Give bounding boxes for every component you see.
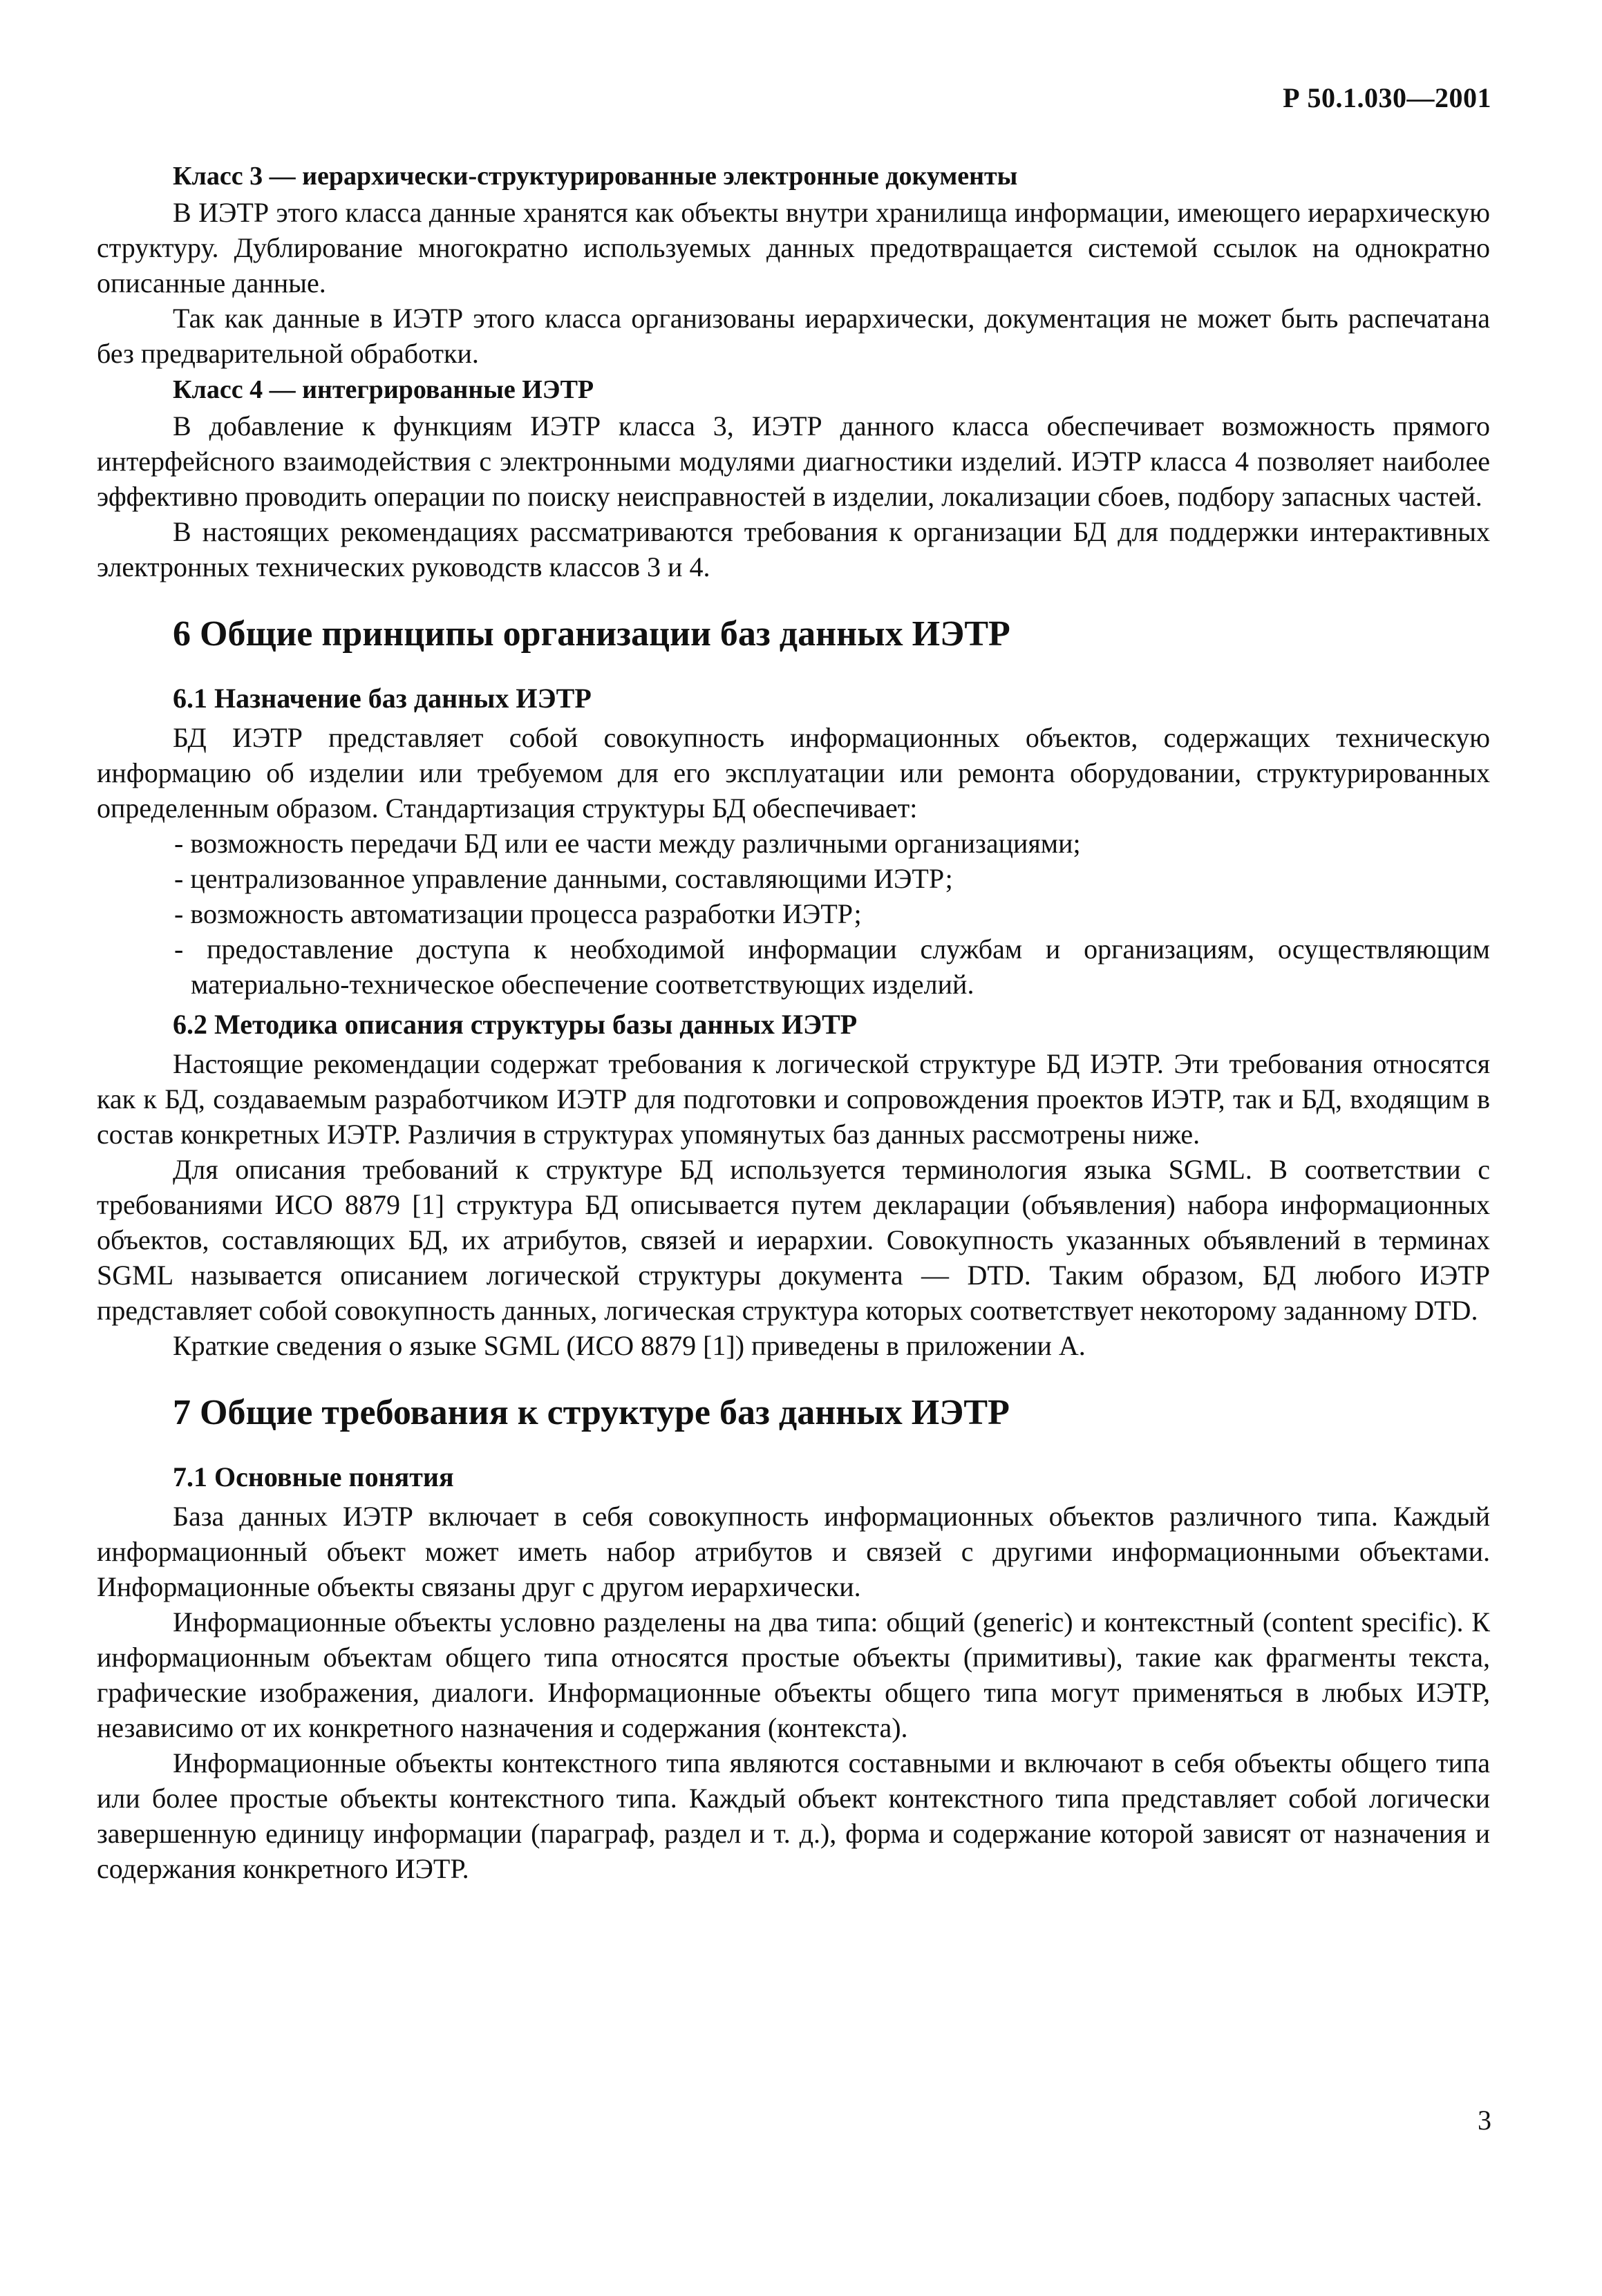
- list-item: - возможность передачи БД или ее части между различными организациями;: [97, 826, 1490, 861]
- class4-heading: Класс 4 — интегрированные ИЭТР: [173, 375, 594, 404]
- section-7-heading: 7 Общие требования к структуре баз данных ИЭТР: [173, 1393, 1010, 1432]
- class3-paragraph-1: В ИЭТР этого класса данные хранятся как объекты внутри хранилища информации, имеющего иерархическую структуру. Дублирование многократно используемых данных предотвращается системой ссылок на однократно описанные данные.: [97, 197, 1490, 298]
- subsection-7-1-paragraph-1: База данных ИЭТР включает в себя совокупность информационных объектов различного типа. Каждый информационный объект может иметь набор атрибутов и связей с другими информационными объектами. Информационные объекты связаны друг с другом иерархически.: [97, 1501, 1490, 1602]
- subsection-7-1-heading: 7.1 Основные понятия: [173, 1461, 454, 1492]
- list-item: - возможность автоматизации процесса разработки ИЭТР;: [97, 896, 1490, 931]
- document-number: Р 50.1.030—2001: [1283, 82, 1491, 113]
- class4-paragraph-2: В настоящих рекомендациях рассматриваются требования к организации БД для поддержки интерактивных электронных технических руководств классов 3 и 4.: [97, 516, 1490, 582]
- subsection-7-1-paragraph-2: Информационные объекты условно разделены на два типа: общий (generic) и контекстный (content specific). К информационным объектам общего типа относятся простые объекты (примитивы), такие как фрагменты текста, графические изображения, диалоги. Информационные объекты общего типа могут применяться в любых ИЭТР, независимо от их конкретного назначения и содержания (контекста).: [97, 1606, 1490, 1743]
- subsection-6-1-list: [97, 826, 1490, 1002]
- class3-paragraph-2: Так как данные в ИЭТР этого класса организованы иерархически, документация не может быть распечатана без предварительной обработки.: [97, 303, 1490, 369]
- class3-heading: Класс 3 — иерархически-структурированные электронные документы: [173, 162, 1018, 191]
- list-item: - предоставление доступа к необходимой информации службам и организациям, осуществляющим материально-техническое обеспечение соответствующих изделий.: [97, 931, 1490, 1002]
- subsection-6-2-paragraph-3: Краткие сведения о языке SGML (ИСО 8879 [1]) приведены в приложении А.: [173, 1330, 1086, 1361]
- subsection-6-1-heading: 6.1 Назначение баз данных ИЭТР: [173, 683, 592, 714]
- section-6-heading: 6 Общие принципы организации баз данных ИЭТР: [173, 614, 1010, 654]
- subsection-6-2-heading: 6.2 Методика описания структуры базы данных ИЭТР: [173, 1009, 858, 1040]
- page-content: [97, 158, 1490, 1886]
- page-number: 3: [1478, 2105, 1491, 2136]
- subsection-6-2-paragraph-2: Для описания требований к структуре БД используется терминология языка SGML. В соответствии с требованиями ИСО 8879 [1] структура БД описывается путем декларации (объявления) набора информационных объектов, составляющих БД, их атрибутов, связей и иерархии. Совокупность указанных объявлений в терминах SGML называется описанием логической структуры документа — DTD. Таким образом, БД любого ИЭТР представляет собой совокупность данных, логическая структура которых соответствует некоторому заданному DTD.: [97, 1154, 1490, 1326]
- subsection-6-1-paragraph: БД ИЭТР представляет собой совокупность информационных объектов, содержащих техническую информацию об изделии или требуемом для его эксплуатации или ремонта оборудовании, структурированных определенным образом. Стандартизация структуры БД обеспечивает:: [97, 722, 1490, 824]
- subsection-6-2-paragraph-1: Настоящие рекомендации содержат требования к логической структуре БД ИЭТР. Эти требования относятся как к БД, создаваемым разработчиком ИЭТР для подготовки и сопровождения проектов ИЭТР, так и БД, входящим в состав конкретных ИЭТР. Различия в структурах упомянутых баз данных рассмотрены ниже.: [97, 1048, 1490, 1150]
- list-item: - централизованное управление данными, составляющими ИЭТР;: [97, 861, 1490, 896]
- subsection-7-1-paragraph-3: Информационные объекты контекстного типа являются составными и включают в себя объекты общего типа или более простые объекты контекстного типа. Каждый объект контекстного типа представляет собой логически завершенную единицу информации (параграф, раздел и т. д.), форма и содержание которой зависят от назначения и содержания конкретного ИЭТР.: [97, 1747, 1490, 1884]
- class4-paragraph-1: В добавление к функциям ИЭТР класса 3, ИЭТР данного класса обеспечивает возможность прямого интерфейсного взаимодействия с электронными модулями диагностики изделий. ИЭТР класса 4 позволяет наиболее эффективно проводить операции по поиску неисправностей в изделии, локализации сбоев, подбору запасных частей.: [97, 410, 1490, 512]
